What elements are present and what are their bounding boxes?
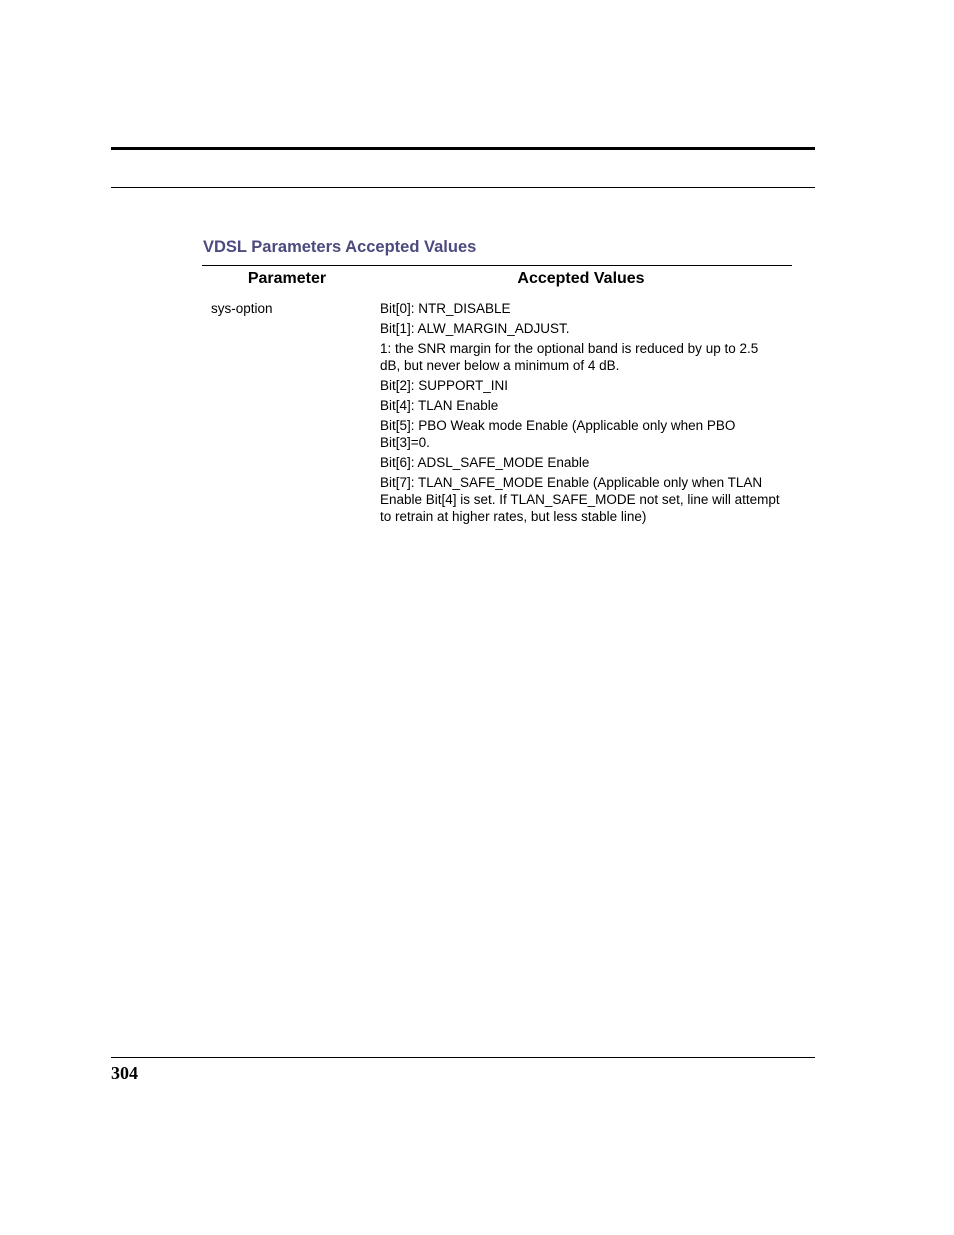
accepted-value-item: Bit[6]: ADSL_SAFE_MODE Enable — [380, 455, 590, 470]
table-top-rule — [202, 265, 792, 266]
column-header-accepted-values: Accepted Values — [517, 270, 645, 287]
table-cell-parameter: sys-option — [211, 301, 273, 316]
footer-rule — [111, 1057, 815, 1058]
accepted-value-item: Bit[0]: NTR_DISABLE — [380, 301, 511, 316]
accepted-value-item: Bit[7]: TLAN_SAFE_MODE Enable (Applicable only when TLAN Enable Bit[4] is set. If TLAN_SAFE_MODE not set, line will attempt to retrain at higher rates, but less stable line) — [380, 475, 780, 524]
accepted-value-item: Bit[4]: TLAN Enable — [380, 398, 499, 413]
accepted-value-item: 1: the SNR margin for the optional band is reduced by up to 2.5 dB, but never below a minimum of 4 dB. — [380, 341, 759, 373]
accepted-value-item: Bit[1]: ALW_MARGIN_ADJUST. — [380, 321, 570, 336]
accepted-values-list — [380, 300, 782, 528]
header-rule-thin — [111, 187, 815, 188]
header-rule-thick — [111, 147, 815, 150]
table-title: VDSL Parameters Accepted Values — [203, 238, 477, 256]
accepted-value-item: Bit[5]: PBO Weak mode Enable (Applicable only when PBO Bit[3]=0. — [380, 418, 736, 450]
page-number: 304 — [111, 1063, 138, 1083]
accepted-value-item: Bit[2]: SUPPORT_INI — [380, 378, 509, 393]
column-header-parameter: Parameter — [247, 270, 327, 287]
